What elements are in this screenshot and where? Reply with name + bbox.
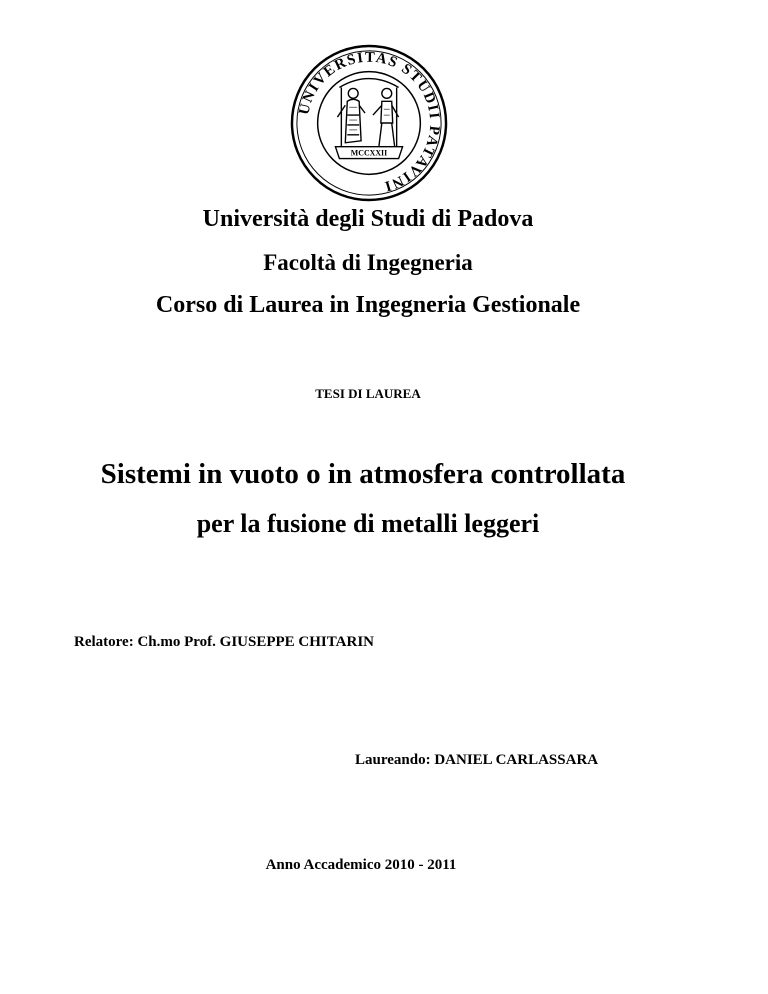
seal-ring-text: UNIVERSITAS STUDII PATAVINI [296,49,443,195]
thesis-title-line-2: per la fusione di metalli leggeri [196,509,540,538]
academic-year: Anno Accademico 2010 - 2011 [265,857,457,873]
supervisor: Relatore: Ch.mo Prof. GIUSEPPE CHITARIN [74,634,374,650]
thesis-title-line-1: Sistemi in vuoto o in atmosfera controllata [100,458,626,490]
thesis-label: TESI DI LAUREA [315,386,421,401]
university-seal [290,44,448,202]
seal-inner-text: MCCXXII [350,148,388,158]
faculty-name: Facoltà di Ingegneria [263,250,473,275]
candidate: Laureando: DANIEL CARLASSARA [355,752,599,768]
course-name: Corso di Laurea in Ingegneria Gestionale [155,292,581,318]
university-name: Università degli Studi di Padova [202,206,534,232]
